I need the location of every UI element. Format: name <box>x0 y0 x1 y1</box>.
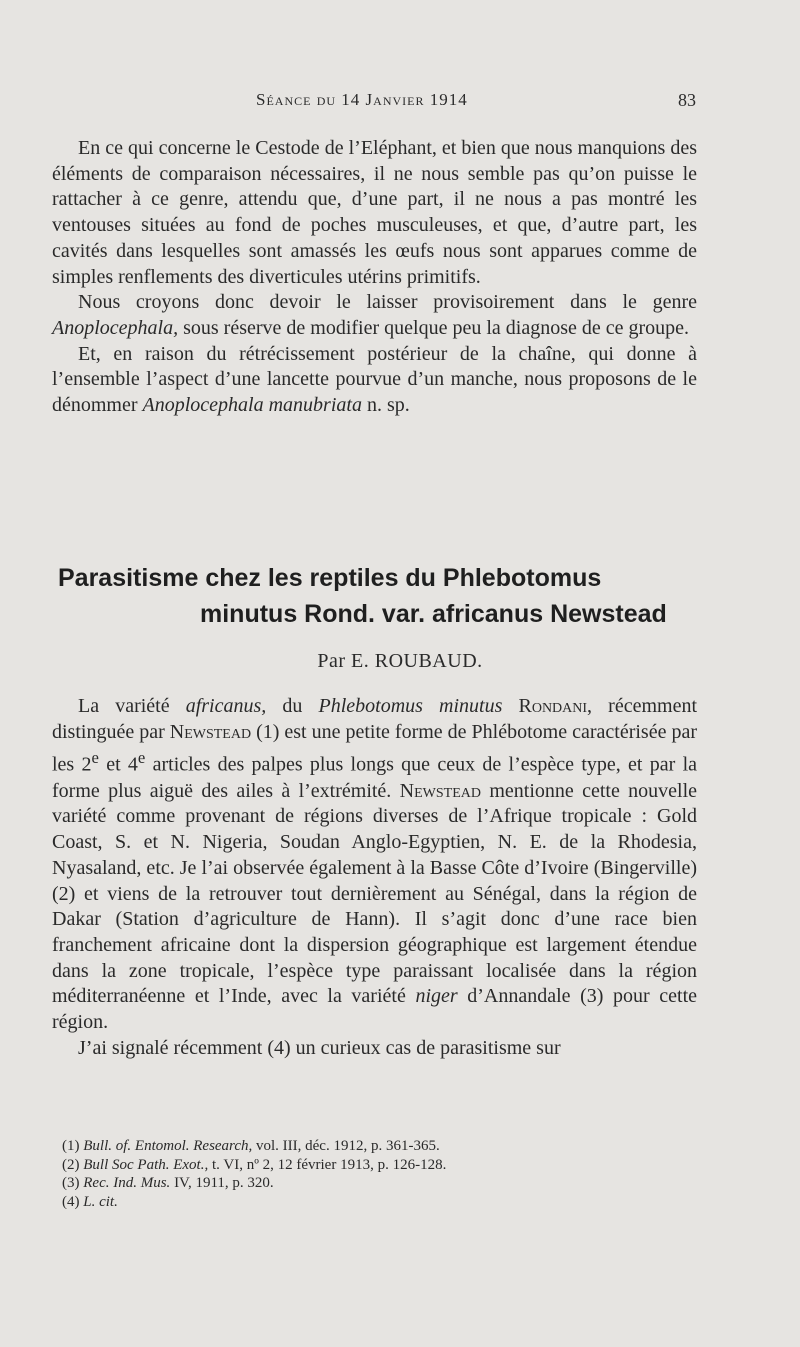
article-title <box>52 560 697 632</box>
genus-name: Anoplocephala, <box>52 316 179 339</box>
article-body <box>52 694 697 1062</box>
body-paragraph-1: La variété africanus, du Phlebotomus minutus Rondani, récemment distinguée par Newstead (1) est une petite forme de Phlébotome caractérisée par les 2e et 4e articles des palpes plus longs que ceux de l’espèce type, et par la forme plus aiguë des ailes à l’extrémité. Newstead mentionne cette nouvelle variété comme provenant de régions diverses de l’Afrique tropicale : Gold Coast, S. et N. Nigeria, Soudan Anglo-Egyptien, N. E. de la Rhodesia, Nyasaland, etc. Je l’ai observée également à la Basse Côte d’Ivoire (Bingerville) (2) et viens de la retrouver tout dernièrement au Sénégal, dans la région de Dakar (Station d’agriculture de Hann). Il s’agit donc d’une race bien franchement africaine dont la dispersion géographique est largement étendue dans la zone tropicale, l’espèce type paraissant localisée dans la région méditerranéenne et l’Inde, avec la variété niger d’Annandale (3) pour cette région. <box>52 695 698 1034</box>
page-number: 83 <box>678 90 696 110</box>
footnote-4: (4) L. cit. <box>62 1193 118 1210</box>
intro-paragraph-2: Nous croyons donc devoir le laisser provisoirement dans le genre Anoplocephala, sous réserve de modifier quelque peu la diagnose de ce groupe. <box>52 291 697 339</box>
article-title-line-1: Parasitisme chez les reptiles du Phlebotomus <box>58 564 602 592</box>
author-newstead: Newstead <box>169 720 252 743</box>
page-header <box>0 90 800 116</box>
author-byline: Par E. ROUBAUD. <box>317 650 483 672</box>
running-title: Séance du 14 Janvier 1914 <box>256 90 468 109</box>
footnote-3: (3) Rec. Ind. Mus. IV, 1911, p. 320. <box>62 1175 274 1191</box>
intro-section <box>52 136 697 419</box>
footnotes <box>62 1137 702 1211</box>
intro-paragraph-1: En ce qui concerne le Cestode de l’Eléphant, et bien que nous manquions des éléments de comparaison nécessaires, il ne nous semble pas qu’on puisse le rattacher à ce genre, attendu que, d’une part, il ne nous a pas montré les ventouses situées au fond de poches musculeuses, et que, d’autre part, les cavités dans lesquelles sont amassés les œufs nous sont apparues comme de simples renflements des diverticules utérins primitifs. <box>52 137 697 288</box>
intro-paragraph-3: Et, en raison du rétrécissement postérieur de la chaîne, qui donne à l’ensemble l’aspect d’une lancette pourvue d’un manche, nous proposons de le dénommer Anoplocephala manubriata n. sp. <box>52 342 697 417</box>
footnote-2: (2) Bull Soc Path. Exot., t. VI, nº 2, 12 février 1913, p. 126-128. <box>62 1156 447 1173</box>
author-rondani: Rondani, <box>518 695 593 717</box>
species-name: Anoplocephala manubriata <box>142 394 362 417</box>
article-title-line-2: minutus Rond. var. africanus Newstead <box>200 600 667 628</box>
footnote-1: (1) Bull. of. Entomol. Research, vol. III, déc. 1912, p. 361-365. <box>62 1138 440 1154</box>
body-paragraph-2: J’ai signalé récemment (4) un curieux cas de parasitisme sur <box>78 1036 561 1059</box>
